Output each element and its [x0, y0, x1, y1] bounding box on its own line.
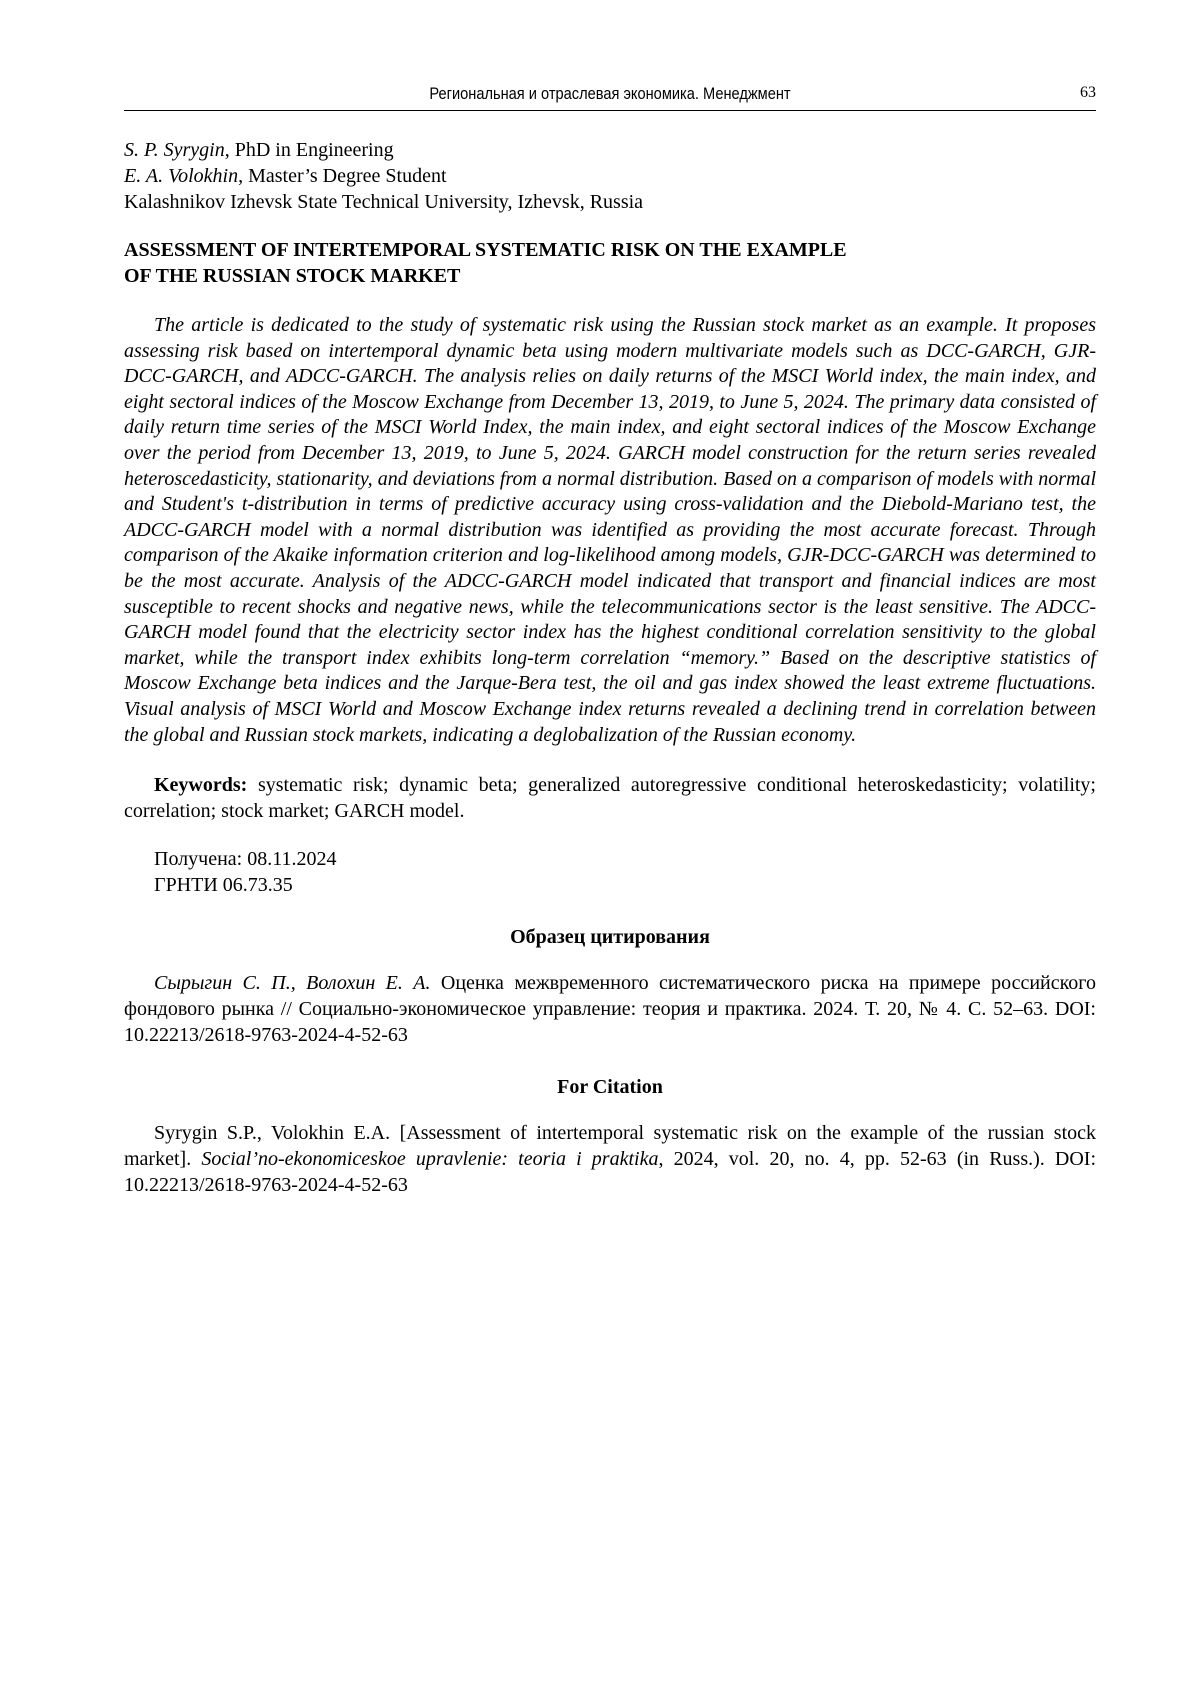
keywords-text: systematic risk; dynamic beta; generalized autoregressive conditional heteroskedasticity; volatility; correlation; stock market; GARCH model. — [124, 774, 1096, 823]
author-role: , PhD in Engineering — [224, 139, 394, 161]
article-title — [124, 237, 1096, 289]
running-title: Региональная и отраслевая экономика. Менеджмент — [429, 84, 791, 103]
citation-ru — [124, 970, 1096, 1048]
keywords — [124, 772, 1096, 824]
author-role: , Master’s Degree Student — [238, 165, 447, 187]
citation-ru-authors: Сырыгин С. П., Волохин Е. А. — [154, 972, 431, 995]
author-name: E. A. Volokhin — [124, 165, 239, 187]
running-header — [124, 78, 1096, 111]
author-block — [124, 137, 1096, 215]
citation-en-text-after: , 2024, vol. 20, no. 4, pp. 52-63 (in Russ.). DOI: 10.22213/2618-9763-2024-4-52-63 — [124, 1148, 1097, 1197]
author-line — [124, 137, 1096, 163]
citation-en-text-before: Syrygin S.P., Volokhin E.A. [Assessment of intertemporal systematic risk on the example of the russian stock market]. — [124, 1122, 1096, 1171]
title-line: OF THE RUSSIAN STOCK MARKET — [124, 265, 461, 287]
citation-ru-text: Оценка межвременного систематического риска на примере российского фондового рынка // Социально-экономическое управление: теория и практика. 2024. Т. 20, № 4. С. 52–63. DOI: 10.22213/2618-9763-2024-4-52-63 — [124, 972, 1097, 1047]
page-number: 63 — [1080, 84, 1096, 101]
title-line: ASSESSMENT OF INTERTEMPORAL SYSTEMATIC RISK ON THE EXAMPLE — [124, 239, 847, 261]
citation-en — [124, 1120, 1096, 1198]
author-name: S. P. Syrygin — [124, 139, 225, 161]
citation-en-journal: Social’no-ekonomiceskoe upravlenie: teoria i praktika — [201, 1148, 659, 1171]
citation-en-heading: For Citation — [557, 1076, 663, 1099]
abstract: The article is dedicated to the study of systematic risk using the Russian stock market as an example. It proposes assessing risk based on intertemporal dynamic beta using modern multivariate models such as DCC-GARCH, GJR-DCC-GARCH, and ADCC-GARCH. The analysis relies on daily returns of the MSCI World index, the main index, and eight sectoral indices of the Moscow Exchange from December 13, 2019, to June 5, 2024. The primary data consisted of daily return time series of the MSCI World Index, the main index, and eight sectoral indices of the Moscow Exchange over the period from December 13, 2019, to June 5, 2024. GARCH model construction for the return series revealed heteroscedasticity, stationarity, and deviations from a normal distribution. Based on a comparison of models with normal and Student's t-distribution in terms of predictive accuracy using cross-validation and the Diebold-Mariano test, the ADCC-GARCH model with a normal distribution was identified as providing the most accurate forecast. Through comparison of the Akaike information criterion and log-likelihood among models, GJR-DCC-GARCH was determined to be the most accurate. Analysis of the ADCC-GARCH model indicated that transport and financial indices are most susceptible to recent shocks and negative news, while the telecommunications sector is the least sensitive. The ADCC-GARCH model found that the electricity sector index has the highest conditional correlation sensitivity to the global market, while the transport index exhibits long-term correlation “memory.” Based on the descriptive statistics of Moscow Exchange beta indices and the Jarque-Bera test, the oil and gas index showed the least extreme fluctuations. Visual analysis of MSCI World and Moscow Exchange index returns revealed a declining trend in correlation between the global and Russian stock markets, indicating a deglobalization of the Russian economy. — [124, 314, 1096, 746]
received-date: Получена: 08.11.2024 — [154, 848, 337, 871]
article-meta — [124, 846, 1096, 898]
grnti-code: ГРНТИ 06.73.35 — [154, 874, 293, 897]
author-line — [124, 163, 1096, 189]
affiliation: Kalashnikov Izhevsk State Technical University, Izhevsk, Russia — [124, 191, 644, 213]
journal-page — [124, 78, 1096, 1198]
citation-ru-heading: Образец цитирования — [510, 926, 710, 949]
keywords-label: Keywords: — [154, 774, 248, 797]
